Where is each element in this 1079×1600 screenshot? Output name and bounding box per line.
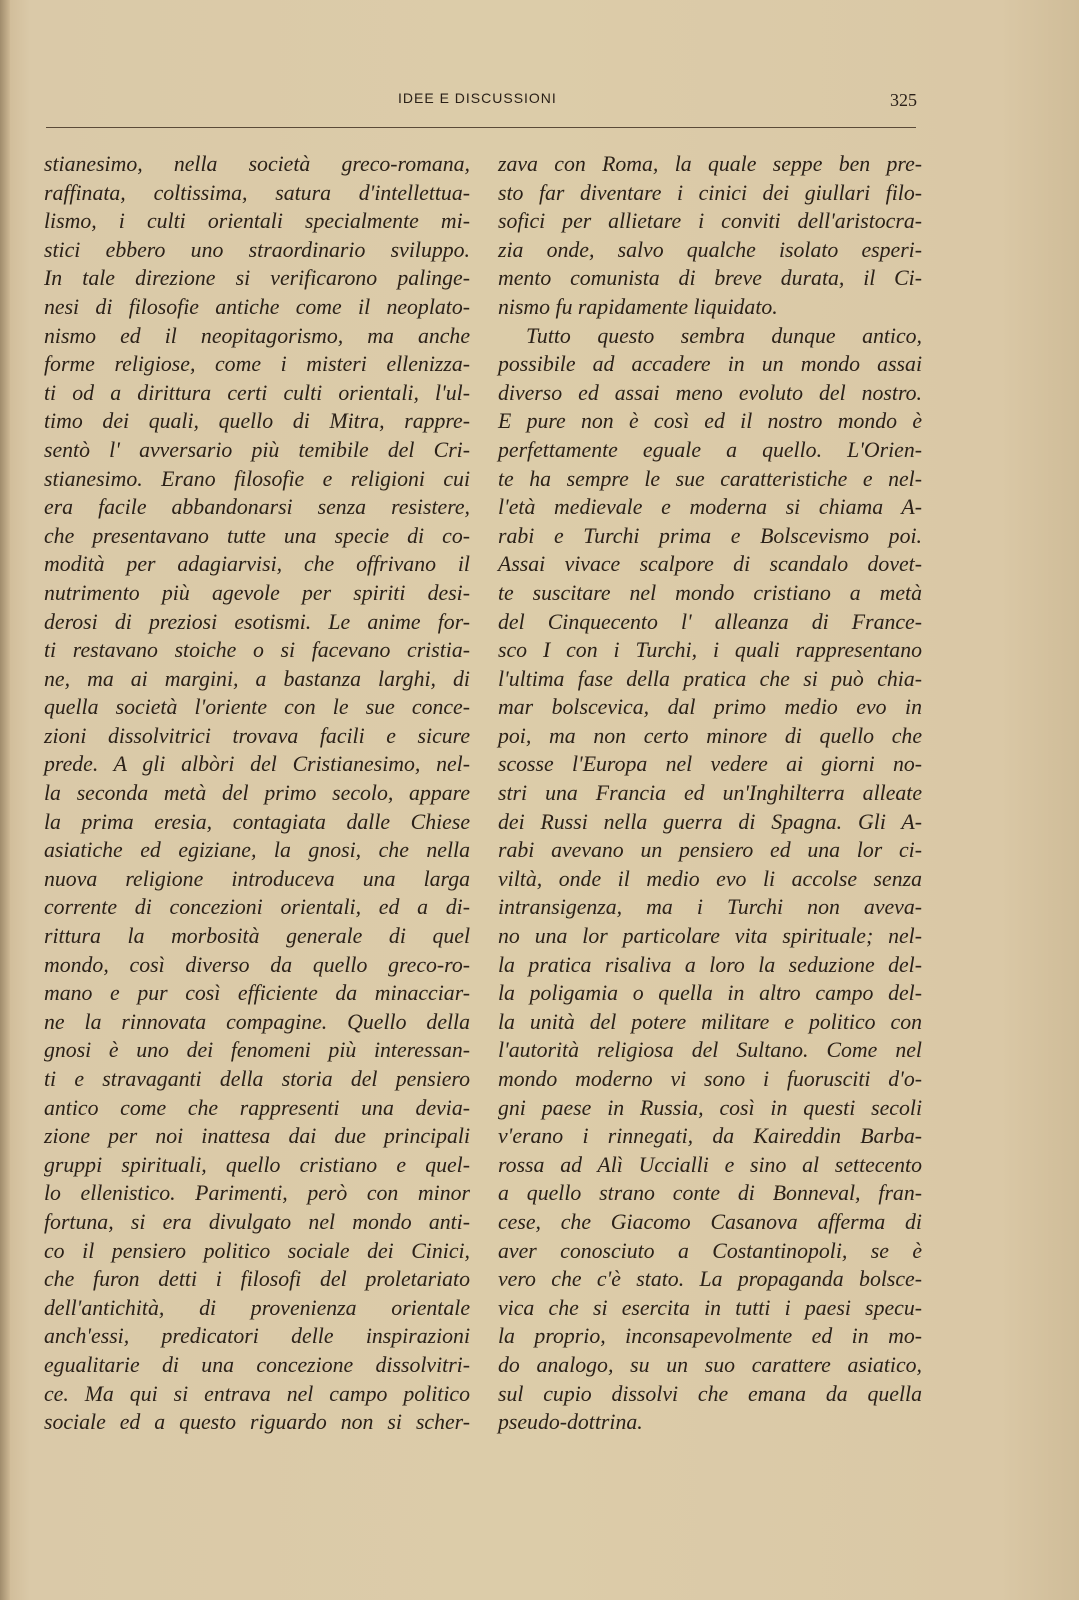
text-line: derosi di preziosi esotismi. Le anime for-	[44, 609, 470, 634]
text-line: era facile abbandonarsi senza resistere,	[44, 495, 470, 520]
text-line: anch'essi, predicatori delle inspirazioni	[44, 1324, 470, 1349]
text-line: forme religiose, come i misteri ellenizza-	[44, 352, 470, 377]
text-line: antico come che rappresenti una devia-	[44, 1095, 470, 1120]
text-line: nesi di filosofie antiche come il neoplato-	[44, 294, 470, 319]
text-line: nutrimento più agevole per spiriti desi-	[44, 580, 470, 605]
text-line: scosse l'Europa nel vedere ai giorni no-	[498, 752, 922, 777]
text-line: pseudo-dottrina.	[498, 1410, 643, 1435]
page-header	[0, 90, 1079, 114]
text-line: viltà, onde il medio evo li accolse senza	[498, 866, 922, 891]
text-line: v'erano i rinnegati, da Kaireddin Barba-	[498, 1124, 922, 1149]
text-line: dei Russi nella guerra di Spagna. Gli A-	[498, 809, 922, 834]
text-column-left	[44, 150, 470, 1437]
text-line: gruppi spirituali, quello cristiano e quel-	[44, 1152, 470, 1177]
text-line: ti e stravaganti della storia del pensiero	[44, 1067, 470, 1091]
text-line: ce. Ma qui si entrava nel campo politico	[44, 1381, 470, 1406]
text-line: stianesimo. Erano filosofie e religioni cui	[44, 466, 470, 491]
text-line: mondo moderno vi sono i fuorusciti d'o-	[498, 1067, 922, 1091]
text-line: ne la rinnovata compagine. Quello della	[44, 1009, 470, 1034]
text-line: corrente di concezioni orientali, ed a di-	[44, 895, 470, 920]
text-line: l'autorità religiosa del Sultano. Come nel	[498, 1038, 922, 1063]
text-line: possibile ad accadere in un mondo assai	[498, 352, 922, 377]
text-line: perfettamente eguale a quello. L'Orien-	[498, 437, 922, 462]
text-line: asiatiche ed egiziane, la gnosi, che nella	[44, 838, 470, 863]
text-line: zioni dissolvitrici trovava facili e sicure	[44, 723, 470, 748]
text-line: che presentavano tutte una specie di co-	[44, 523, 470, 548]
text-line: mondo, così diverso da quello greco-ro-	[44, 952, 470, 977]
text-line: ne, ma ai margini, a bastanza larghi, di	[44, 666, 470, 691]
text-line: che furon detti i filosofi del proletariato	[44, 1267, 470, 1292]
running-head: IDEE E DISCUSSIONI	[398, 90, 557, 106]
page-spine-shadow	[0, 0, 10, 1600]
text-line: la unità del potere militare e politico con	[498, 1009, 922, 1034]
text-line: la prima eresia, contagiata dalle Chiese	[44, 809, 470, 834]
text-line: te suscitare nel mondo cristiano a metà	[498, 580, 922, 605]
text-line: vero che c'è stato. La propaganda bolsce-	[498, 1267, 922, 1292]
text-line: Tutto questo sembra dunque antico,	[526, 323, 922, 348]
text-line: l'età medievale e moderna si chiama A-	[498, 495, 922, 520]
text-line: nismo ed il neopitagorismo, ma anche	[44, 323, 470, 348]
text-line: diverso ed assai meno evoluto del nostro.	[498, 380, 922, 405]
text-line: rittura la morbosità generale di quel	[44, 924, 470, 949]
text-line: quella società l'oriente con le sue conce-	[44, 695, 470, 720]
text-line: sto far diventare i cinici dei giullari filo-	[498, 180, 922, 205]
text-line: sociale ed a questo riguardo non si scher-	[44, 1410, 470, 1435]
text-line: stianesimo, nella società greco-romana,	[44, 152, 470, 176]
text-line: stici ebbero uno straordinario sviluppo.	[44, 237, 470, 262]
text-line: sul cupio dissolvi che emana da quella	[498, 1381, 922, 1406]
text-line: vica che si esercita in tutti i paesi specu-	[498, 1295, 922, 1320]
text-line: prede. A gli albòri del Cristianesimo, nel-	[44, 752, 470, 777]
text-line: rossa ad Alì Uccialli e sino al settecento	[498, 1152, 922, 1177]
text-line: l'ultima fase della pratica che si può chia-	[498, 666, 922, 691]
text-line: aver conosciuto a Costantinopoli, se è	[498, 1238, 922, 1263]
text-line: egualitarie di una concezione dissolvitri-	[44, 1352, 470, 1377]
text-line: nuova religione introduceva una larga	[44, 866, 470, 891]
text-line: nismo fu rapidamente liquidato.	[498, 294, 778, 319]
text-line: sco I con i Turchi, i quali rappresentano	[498, 638, 922, 663]
text-line: timo dei quali, quello di Mitra, rappre-	[44, 409, 470, 434]
text-line: cese, che Giacomo Casanova afferma di	[498, 1209, 922, 1234]
text-line: la poligamia o quella in altro campo del-	[498, 981, 922, 1006]
text-line: sentò l' avversario più temibile del Cri-	[44, 437, 470, 462]
text-line: sofici per allietare i conviti dell'aristocra-	[498, 209, 922, 234]
text-line: stri una Francia ed un'Inghilterra alleate	[498, 781, 922, 806]
text-line: mar bolscevica, dal primo medio evo in	[498, 695, 922, 720]
text-line: rabi e Turchi prima e Bolscevismo poi.	[498, 523, 922, 548]
text-line: raffinata, coltissima, satura d'intellettua-	[44, 180, 470, 205]
text-line: E pure non è così ed il nostro mondo è	[498, 409, 922, 434]
text-column-right	[498, 150, 922, 1437]
text-line: gni paese in Russia, così in questi secoli	[498, 1095, 922, 1120]
text-line: do analogo, su un suo carattere asiatico,	[498, 1352, 922, 1377]
text-line: la pratica risaliva a loro la seduzione del-	[498, 952, 922, 977]
text-line: ti restavano stoiche o si facevano cristia-	[44, 638, 470, 663]
text-line: te ha sempre le sue caratteristiche e nel-	[498, 466, 922, 491]
text-line: mento comunista di breve durata, il Ci-	[498, 266, 922, 291]
text-line: modità per adagiarvisi, che offrivano il	[44, 552, 470, 577]
text-line: dell'antichità, di provenienza orientale	[44, 1295, 470, 1320]
text-line: lismo, i culti orientali specialmente mi-	[44, 209, 470, 234]
text-line: ti od a dirittura certi culti orientali, l'ul-	[44, 380, 470, 405]
header-rule	[46, 127, 916, 128]
text-line: zione per noi inattesa dai due principali	[44, 1124, 470, 1149]
text-line: a quello strano conte di Bonneval, fran-	[498, 1181, 922, 1206]
text-line: zia onde, salvo qualche isolato esperi-	[498, 237, 922, 262]
page-number: 325	[890, 90, 917, 110]
text-line: zava con Roma, la quale seppe ben pre-	[498, 152, 922, 176]
text-line: rabi avevano un pensiero ed una lor ci-	[498, 838, 922, 863]
text-line: intransigenza, ma i Turchi non aveva-	[498, 895, 922, 920]
text-line: poi, ma non certo minore di quello che	[498, 723, 922, 748]
text-line: la seconda metà del primo secolo, appare	[44, 781, 470, 806]
text-line: no una lor particolare vita spirituale; nel-	[498, 924, 922, 949]
text-line: In tale direzione si verificarono palinge-	[44, 266, 470, 291]
text-line: mano e pur così efficiente da minacciar-	[44, 981, 470, 1006]
text-line: co il pensiero politico sociale dei Cinici,	[44, 1238, 470, 1263]
text-line: Assai vivace scalpore di scandalo dovet-	[498, 552, 922, 577]
text-line: la proprio, inconsapevolmente ed in mo-	[498, 1324, 922, 1349]
text-line: del Cinquecento l' alleanza di France-	[498, 609, 922, 634]
text-line: gnosi è uno dei fenomeni più interessan-	[44, 1038, 470, 1063]
text-line: fortuna, si era divulgato nel mondo anti-	[44, 1209, 470, 1234]
text-line: lo ellenistico. Parimenti, però con minor	[44, 1181, 470, 1206]
